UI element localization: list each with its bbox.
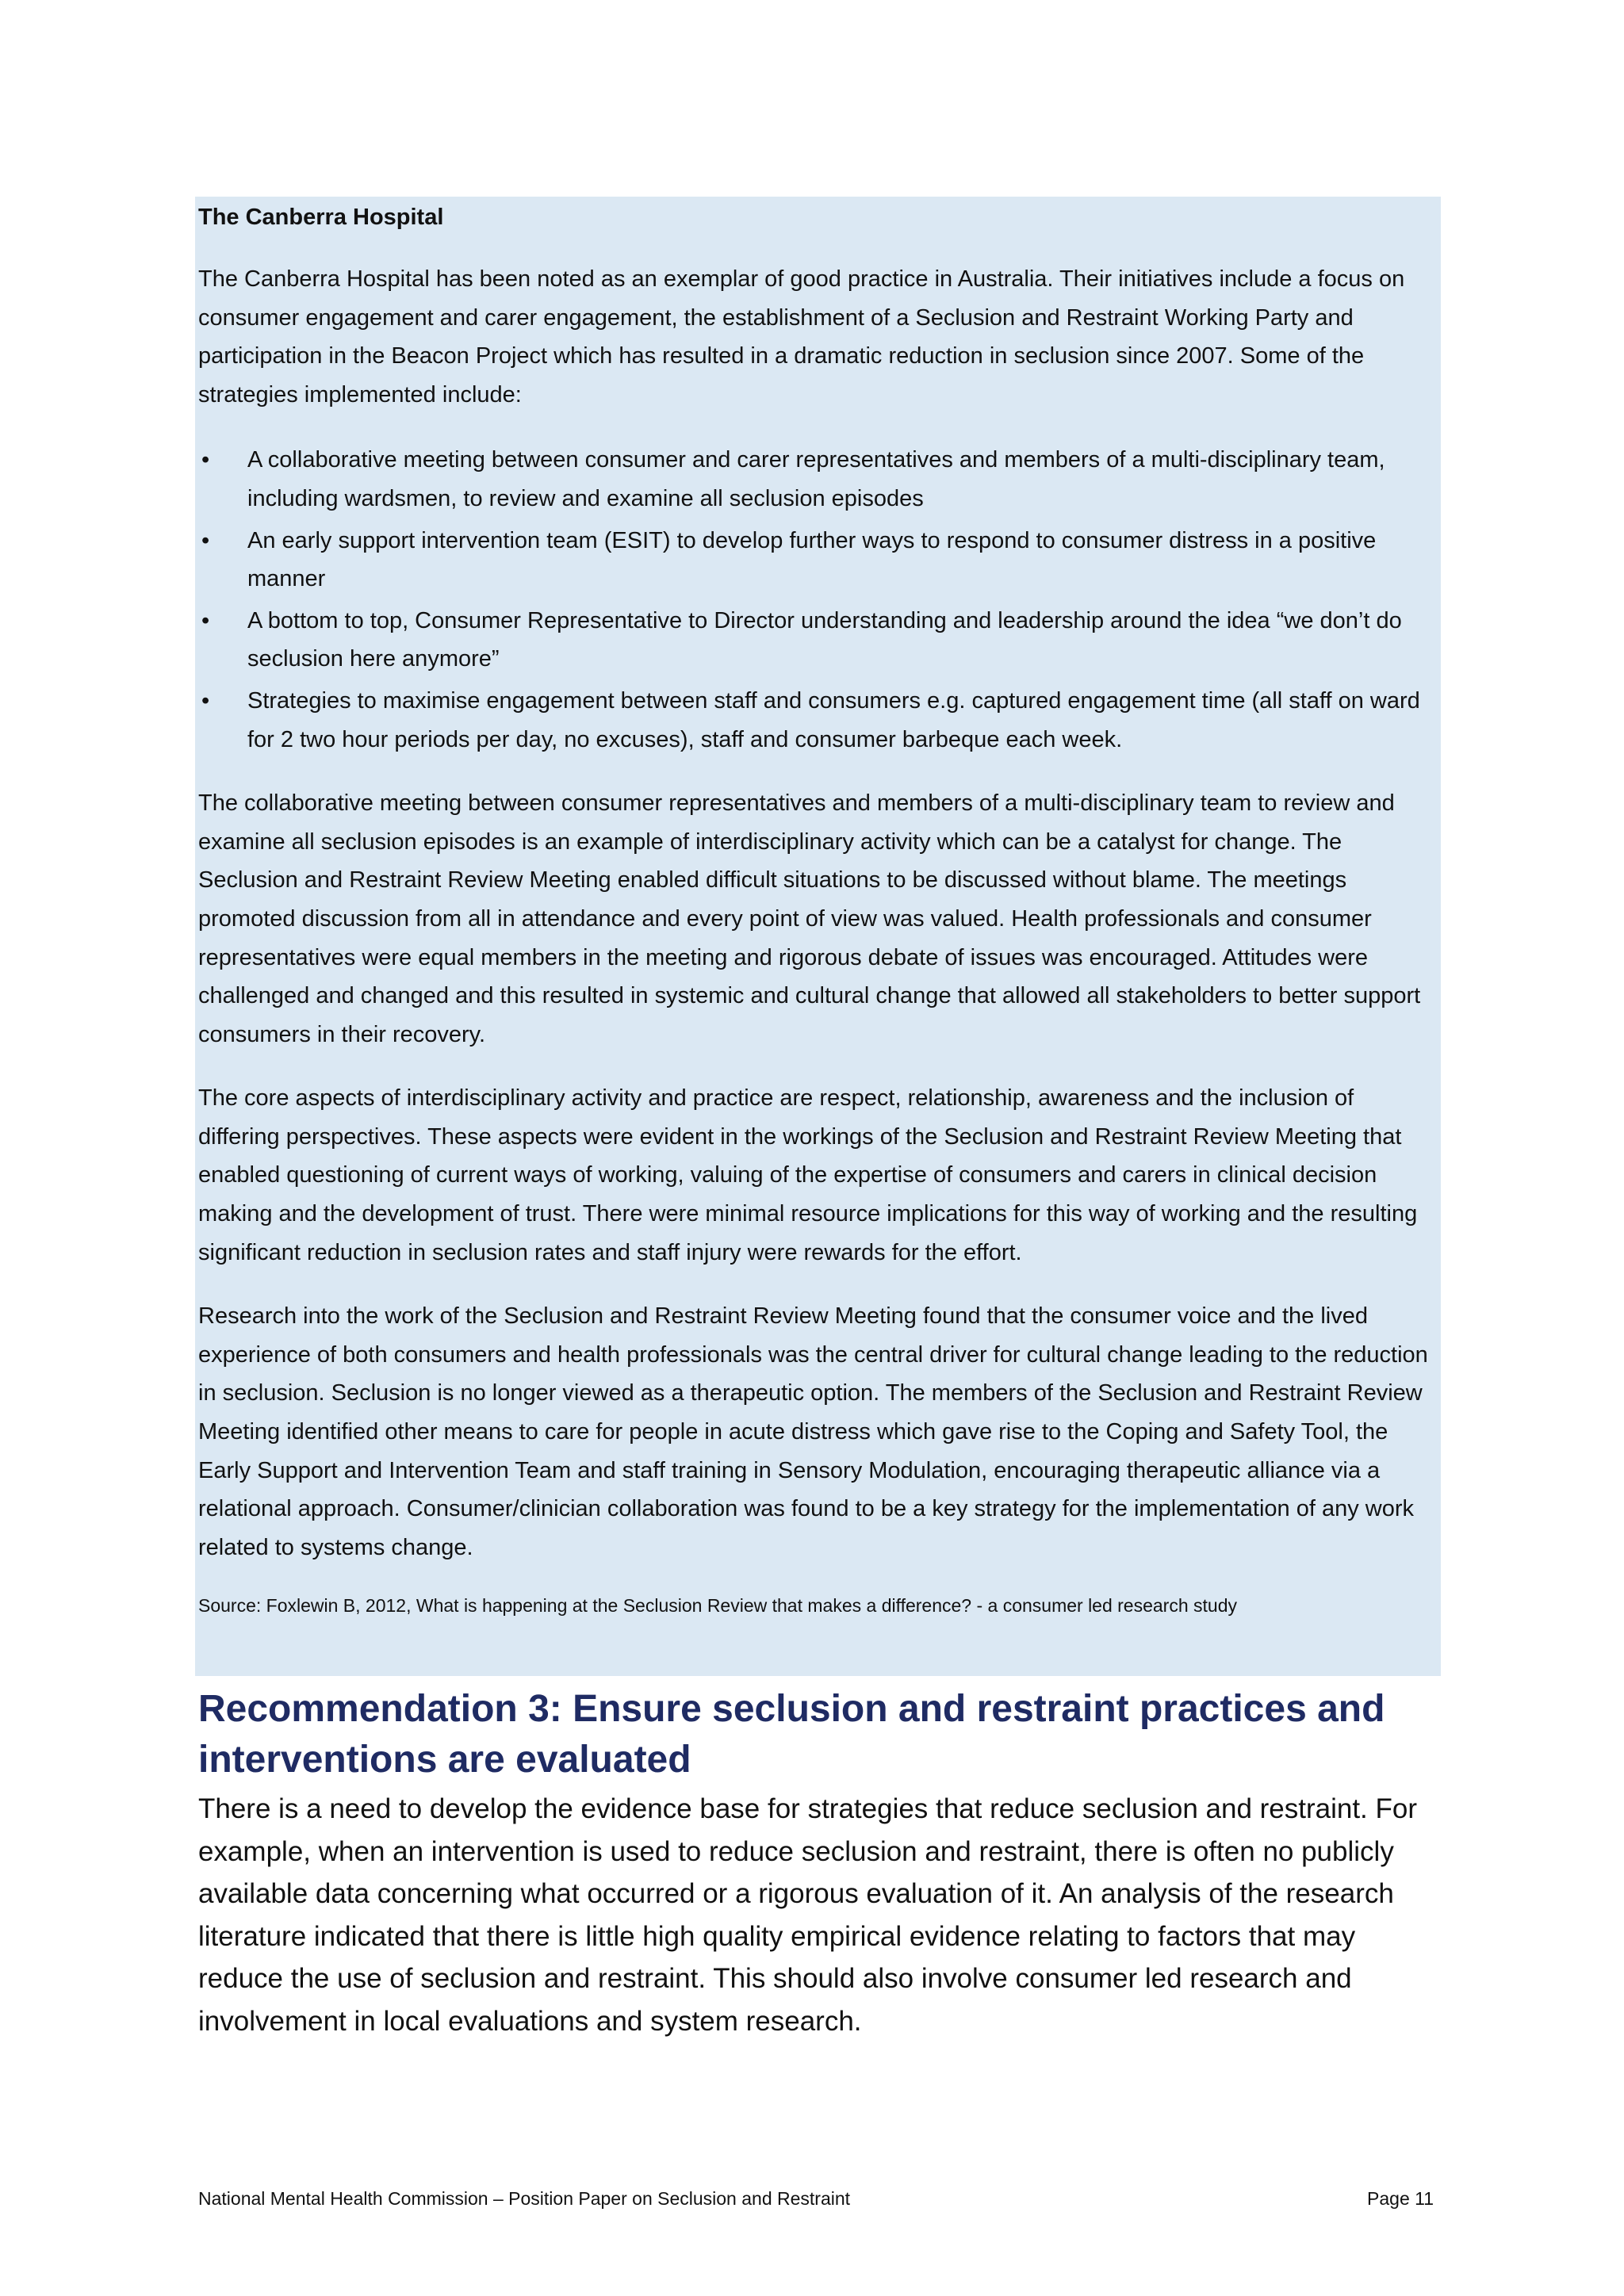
footer-page-number: Page 11	[1367, 2188, 1434, 2209]
list-item-text: A collaborative meeting between consumer and carer representatives and members of a multi-disciplinary team, including wardsmen, to review and examine all seclusion episodes	[247, 447, 1385, 511]
strategies-list	[198, 441, 1436, 759]
list-item	[198, 602, 1436, 679]
core-aspects-paragraph: The core aspects of interdisciplinary activity and practice are respect, relationship, awareness and the inclusion of differing perspectives. These aspects were evident in the workings of the Seclusion and Restraint Review Meeting that enabled questioning of current ways of working, valuing of the expertise of consumers and carers in clinical decision making and the development of trust. There were minimal resource implications for this way of working and the resulting significant reduction in seclusion rates and staff injury were rewards for the effort.	[198, 1085, 1418, 1265]
source-citation: Source: Foxlewin B, 2012, What is happening at the Seclusion Review that makes a difference? - a consumer led research study	[198, 1595, 1238, 1617]
bullet-icon: •	[201, 527, 210, 553]
bullet-icon: •	[201, 447, 210, 473]
bullet-icon: •	[201, 607, 210, 633]
list-item-text: Strategies to maximise engagement between staff and consumers e.g. captured engagement time (all staff on ward for 2 two hour periods per day, no excuses), staff and consumer barbeque each week.	[247, 687, 1420, 752]
case-study-box	[195, 197, 1441, 1676]
case-study-title: The Canberra Hospital	[198, 205, 444, 230]
list-item	[198, 441, 1436, 518]
footer-document-title: National Mental Health Commission – Position Paper on Seclusion and Restraint	[198, 2188, 851, 2209]
list-item	[198, 522, 1436, 599]
case-study-intro: The Canberra Hospital has been noted as an exemplar of good practice in Australia. Their initiatives include a focus on consumer engagement and carer engagement, the establishment of a Seclusion and Restraint Working Party and participation in the Beacon Project which has resulted in a dramatic reduction in seclusion since 2007. Some of the strategies implemented include:	[198, 266, 1405, 408]
bullet-icon: •	[201, 687, 210, 714]
research-paragraph: Research into the work of the Seclusion and Restraint Review Meeting found that the consumer voice and the lived experience of both consumers and health professionals was the central driver for cultural change leading to the reduction in seclusion. Seclusion is no longer viewed as a therapeutic option. The members of the Seclusion and Restraint Review Meeting identified other means to care for people in acute distress which gave rise to the Coping and Safety Tool, the Early Support and Intervention Team and staff training in Sensory Modulation, encouraging therapeutic alliance via a relational approach. Consumer/clinician collaboration was found to be a key strategy for the implementation of any work related to systems change.	[198, 1303, 1428, 1560]
list-item-text: An early support intervention team (ESIT) to develop further ways to respond to consumer distress in a positive manner	[247, 527, 1377, 592]
list-item	[198, 682, 1436, 759]
collaborative-meeting-paragraph: The collaborative meeting between consumer representatives and members of a multi-disciplinary team to review and examine all seclusion episodes is an example of interdisciplinary activity which can be a catalyst for change. The Seclusion and Restraint Review Meeting enabled difficult situations to be discussed without blame. The meetings promoted discussion from all in attendance and every point of view was valued. Health professionals and consumer representatives were equal members in the meeting and rigorous debate of issues was encouraged. Attitudes were challenged and changed and this resulted in systemic and cultural change that allowed all stakeholders to better support consumers in their recovery.	[198, 790, 1421, 1047]
recommendation-heading: Recommendation 3: Ensure seclusion and restraint practices and interventions are evaluated	[198, 1688, 1385, 1781]
recommendation-body: There is a need to develop the evidence base for strategies that reduce seclusion and restraint. For example, when an intervention is used to reduce seclusion and restraint, there is often no publicly available data concerning what occurred or a rigorous evaluation of it. An analysis of the research literature indicated that there is little high quality empirical evidence relating to factors that may reduce the use of seclusion and restraint. This should also involve consumer led research and involvement in local evaluations and system research.	[198, 1793, 1418, 2037]
list-item-text: A bottom to top, Consumer Representative to Director understanding and leadership around the idea “we don’t do seclusion here anymore”	[247, 607, 1402, 672]
